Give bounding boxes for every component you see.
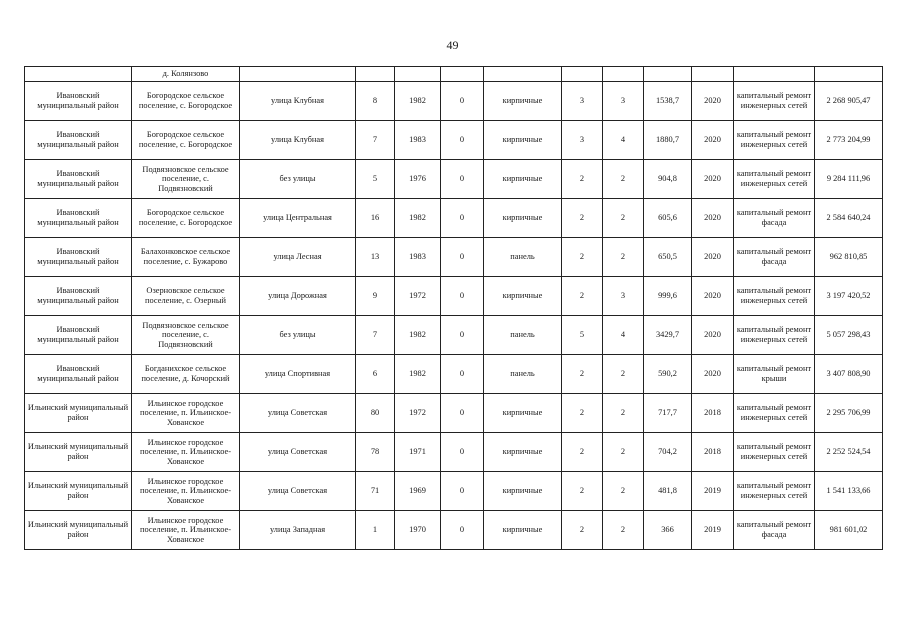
cell-col6: 0 (441, 433, 484, 472)
cell-cost: 962 810,85 (815, 238, 883, 277)
cell-work: капитальный ремонт инженерных сетей (734, 433, 815, 472)
cell-entrances: 2 (603, 238, 644, 277)
cell-work: капитальный ремонт фасада (734, 199, 815, 238)
cell-floors (562, 67, 603, 82)
cell-col6: 0 (441, 277, 484, 316)
cell-col6: 0 (441, 199, 484, 238)
cell-entrances: 2 (603, 472, 644, 511)
cell-material: кирпичные (484, 199, 562, 238)
cell-year: 1976 (395, 160, 441, 199)
cell-material: панель (484, 316, 562, 355)
cell-entrances: 4 (603, 121, 644, 160)
cell-cost: 3 407 808,90 (815, 355, 883, 394)
cell-material: кирпичные (484, 82, 562, 121)
cell-street: улица Советская (240, 433, 356, 472)
cell-house: 13 (356, 238, 395, 277)
cell-col6: 0 (441, 160, 484, 199)
cell-house (356, 67, 395, 82)
cell-district: Ивановский муниципальный район (25, 121, 132, 160)
cell-area: 1538,7 (644, 82, 692, 121)
cell-plan-year: 2020 (692, 160, 734, 199)
cell-plan-year: 2020 (692, 238, 734, 277)
cell-plan-year: 2020 (692, 355, 734, 394)
cell-house: 80 (356, 394, 395, 433)
cell-entrances: 2 (603, 511, 644, 550)
cell-house: 71 (356, 472, 395, 511)
cell-col6: 0 (441, 121, 484, 160)
cell-settlement: Подвязновское сельское поселение, с. Подвязновский (132, 316, 240, 355)
cell-year: 1972 (395, 394, 441, 433)
cell-area: 590,2 (644, 355, 692, 394)
cell-street: улица Советская (240, 472, 356, 511)
cell-cost: 5 057 298,43 (815, 316, 883, 355)
table-row (25, 199, 883, 238)
cell-district: Ивановский муниципальный район (25, 160, 132, 199)
cell-work: капитальный ремонт инженерных сетей (734, 277, 815, 316)
cell-work: капитальный ремонт инженерных сетей (734, 121, 815, 160)
cell-plan-year: 2019 (692, 511, 734, 550)
cell-year: 1982 (395, 82, 441, 121)
cell-material: кирпичные (484, 394, 562, 433)
table-row (25, 433, 883, 472)
cell-material: кирпичные (484, 472, 562, 511)
cell-house: 6 (356, 355, 395, 394)
cell-area: 904,8 (644, 160, 692, 199)
cell-district: Ильинский муниципальный район (25, 433, 132, 472)
cell-entrances: 2 (603, 160, 644, 199)
cell-material: кирпичные (484, 277, 562, 316)
cell-street (240, 67, 356, 82)
cell-plan-year: 2020 (692, 121, 734, 160)
cell-settlement: Озерновское сельское поселение, с. Озерный (132, 277, 240, 316)
cell-settlement: Ильинское городское поселение, п. Ильинское-Хованское (132, 394, 240, 433)
cell-entrances: 2 (603, 199, 644, 238)
cell-work: капитальный ремонт фасада (734, 238, 815, 277)
cell-plan-year (692, 67, 734, 82)
cell-year: 1982 (395, 355, 441, 394)
cell-district: Ильинский муниципальный район (25, 472, 132, 511)
cell-material (484, 67, 562, 82)
table-row (25, 394, 883, 433)
cell-floors: 2 (562, 355, 603, 394)
cell-settlement: д. Колянзово (132, 67, 240, 82)
cell-year: 1972 (395, 277, 441, 316)
cell-settlement: Подвязновское сельское поселение, с. Подвязновский (132, 160, 240, 199)
cell-floors: 2 (562, 511, 603, 550)
cell-street: без улицы (240, 160, 356, 199)
cell-cost: 3 197 420,52 (815, 277, 883, 316)
cell-entrances: 3 (603, 277, 644, 316)
cell-work: капитальный ремонт инженерных сетей (734, 394, 815, 433)
cell-col6: 0 (441, 511, 484, 550)
housing-repair-table (24, 66, 883, 550)
cell-material: кирпичные (484, 160, 562, 199)
cell-area (644, 67, 692, 82)
cell-plan-year: 2020 (692, 199, 734, 238)
cell-col6: 0 (441, 472, 484, 511)
cell-district (25, 67, 132, 82)
cell-floors: 2 (562, 199, 603, 238)
cell-street: улица Лесная (240, 238, 356, 277)
cell-cost: 2 252 524,54 (815, 433, 883, 472)
cell-district: Ивановский муниципальный район (25, 82, 132, 121)
cell-work: капитальный ремонт фасада (734, 511, 815, 550)
cell-entrances: 2 (603, 355, 644, 394)
cell-district: Ивановский муниципальный район (25, 238, 132, 277)
cell-year: 1983 (395, 121, 441, 160)
cell-cost: 2 268 905,47 (815, 82, 883, 121)
continuation-row (25, 67, 883, 82)
cell-area: 3429,7 (644, 316, 692, 355)
cell-col6: 0 (441, 316, 484, 355)
cell-cost: 2 295 706,99 (815, 394, 883, 433)
cell-work: капитальный ремонт инженерных сетей (734, 316, 815, 355)
cell-area: 366 (644, 511, 692, 550)
cell-plan-year: 2018 (692, 433, 734, 472)
cell-work (734, 67, 815, 82)
cell-col6 (441, 67, 484, 82)
cell-work: капитальный ремонт инженерных сетей (734, 82, 815, 121)
table-row (25, 160, 883, 199)
cell-house: 16 (356, 199, 395, 238)
cell-year: 1969 (395, 472, 441, 511)
cell-entrances: 2 (603, 394, 644, 433)
cell-house: 7 (356, 316, 395, 355)
cell-cost: 981 601,02 (815, 511, 883, 550)
cell-settlement: Богородское сельское поселение, с. Богородское (132, 199, 240, 238)
cell-settlement: Ильинское городское поселение, п. Ильинское-Хованское (132, 472, 240, 511)
cell-district: Ивановский муниципальный район (25, 355, 132, 394)
table-row (25, 355, 883, 394)
cell-work: капитальный ремонт инженерных сетей (734, 472, 815, 511)
cell-settlement: Богородское сельское поселение, с. Богородское (132, 121, 240, 160)
table-row (25, 121, 883, 160)
cell-floors: 3 (562, 121, 603, 160)
cell-entrances: 4 (603, 316, 644, 355)
cell-house: 5 (356, 160, 395, 199)
cell-year: 1970 (395, 511, 441, 550)
cell-street: улица Советская (240, 394, 356, 433)
cell-house: 7 (356, 121, 395, 160)
cell-floors: 2 (562, 160, 603, 199)
cell-floors: 2 (562, 472, 603, 511)
cell-year (395, 67, 441, 82)
cell-street: улица Клубная (240, 121, 356, 160)
cell-street: улица Спортивная (240, 355, 356, 394)
cell-year: 1971 (395, 433, 441, 472)
cell-work: капитальный ремонт инженерных сетей (734, 160, 815, 199)
cell-year: 1982 (395, 316, 441, 355)
cell-cost: 2 773 204,99 (815, 121, 883, 160)
cell-street: улица Центральная (240, 199, 356, 238)
table-row (25, 82, 883, 121)
cell-street: улица Дорожная (240, 277, 356, 316)
cell-settlement: Богородское сельское поселение, с. Богородское (132, 82, 240, 121)
cell-plan-year: 2020 (692, 316, 734, 355)
cell-material: кирпичные (484, 511, 562, 550)
table-row (25, 277, 883, 316)
cell-col6: 0 (441, 82, 484, 121)
cell-entrances: 2 (603, 433, 644, 472)
cell-floors: 5 (562, 316, 603, 355)
cell-district: Ильинский муниципальный район (25, 511, 132, 550)
cell-street: улица Клубная (240, 82, 356, 121)
table-row (25, 511, 883, 550)
cell-col6: 0 (441, 238, 484, 277)
cell-year: 1982 (395, 199, 441, 238)
table-row (25, 472, 883, 511)
cell-work: капитальный ремонт крыши (734, 355, 815, 394)
table-row (25, 316, 883, 355)
cell-floors: 2 (562, 238, 603, 277)
cell-floors: 2 (562, 433, 603, 472)
cell-plan-year: 2020 (692, 277, 734, 316)
cell-district: Ивановский муниципальный район (25, 316, 132, 355)
cell-col6: 0 (441, 355, 484, 394)
cell-year: 1983 (395, 238, 441, 277)
cell-settlement: Балахонковское сельское поселение, с. Бужарово (132, 238, 240, 277)
cell-house: 9 (356, 277, 395, 316)
cell-settlement: Ильинское городское поселение, п. Ильинское-Хованское (132, 433, 240, 472)
cell-street: улица Западная (240, 511, 356, 550)
cell-entrances (603, 67, 644, 82)
cell-material: панель (484, 355, 562, 394)
cell-settlement: Ильинское городское поселение, п. Ильинское-Хованское (132, 511, 240, 550)
cell-street: без улицы (240, 316, 356, 355)
cell-area: 1880,7 (644, 121, 692, 160)
cell-district: Ивановский муниципальный район (25, 277, 132, 316)
cell-entrances: 3 (603, 82, 644, 121)
cell-house: 8 (356, 82, 395, 121)
cell-area: 481,8 (644, 472, 692, 511)
cell-cost: 1 541 133,66 (815, 472, 883, 511)
cell-area: 999,6 (644, 277, 692, 316)
cell-cost (815, 67, 883, 82)
cell-plan-year: 2018 (692, 394, 734, 433)
cell-plan-year: 2020 (692, 82, 734, 121)
cell-col6: 0 (441, 394, 484, 433)
cell-house: 78 (356, 433, 395, 472)
cell-floors: 2 (562, 277, 603, 316)
cell-material: кирпичные (484, 433, 562, 472)
cell-cost: 2 584 640,24 (815, 199, 883, 238)
cell-area: 717,7 (644, 394, 692, 433)
table-row (25, 238, 883, 277)
cell-floors: 3 (562, 82, 603, 121)
cell-settlement: Богданихское сельское поселение, д. Кочорский (132, 355, 240, 394)
cell-house: 1 (356, 511, 395, 550)
cell-area: 605,6 (644, 199, 692, 238)
cell-material: кирпичные (484, 121, 562, 160)
cell-floors: 2 (562, 394, 603, 433)
cell-cost: 9 284 111,96 (815, 160, 883, 199)
cell-district: Ивановский муниципальный район (25, 199, 132, 238)
cell-area: 650,5 (644, 238, 692, 277)
table-body (25, 67, 883, 550)
cell-material: панель (484, 238, 562, 277)
cell-area: 704,2 (644, 433, 692, 472)
cell-plan-year: 2019 (692, 472, 734, 511)
page-number: 49 (446, 38, 459, 52)
cell-district: Ильинский муниципальный район (25, 394, 132, 433)
